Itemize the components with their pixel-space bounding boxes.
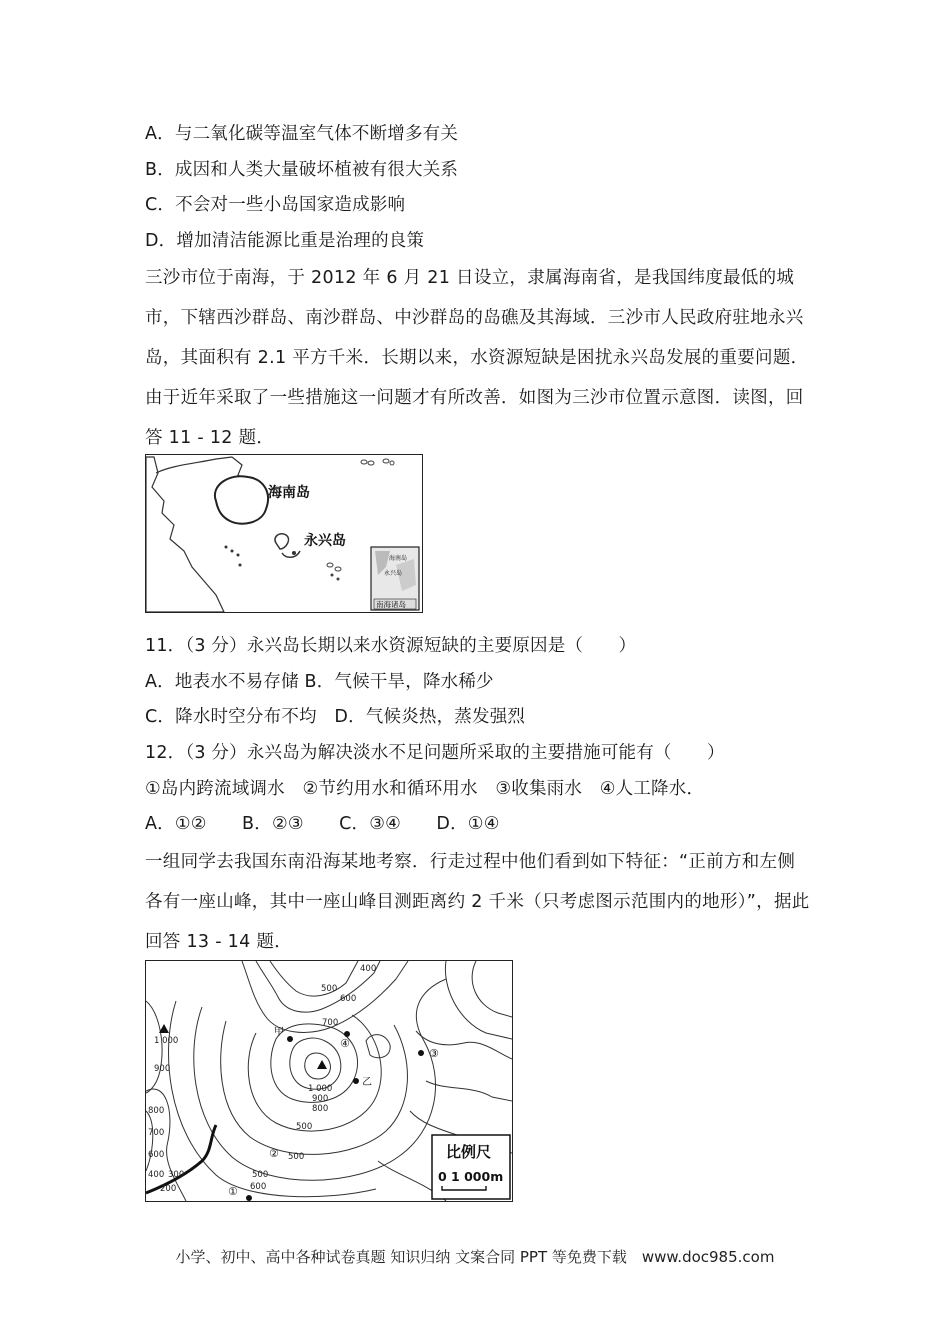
label-marker-1: ① (228, 1185, 238, 1198)
point-yi (353, 1078, 359, 1084)
hainan-island (215, 476, 268, 523)
south-china-sea-inset (371, 547, 419, 610)
yongxing-island (275, 534, 289, 549)
label-jia: 甲 (274, 1027, 284, 1038)
passage-sansha: 三沙市位于南海，于 2012 年 6 月 21 日设立，隶属海南省，是我国纬度最低的城市，下辖西沙群岛、南沙群岛、中沙群岛的岛礁及其海域．三沙市人民政府驻地永兴岛，其面积有 2.1 平方千米．长期以来，水资源短缺是困扰永兴岛发展的重要问题．由于近年采取了一些措施这一问题才有所改善．如图为三沙市位置示意图．读图，回答 11 - 12 题． (145, 268, 809, 448)
q11-options-ab: A．地表水不易存储 B．气候干旱，降水稀少 (145, 672, 494, 692)
svg-text:1 000: 1 000 (308, 1084, 333, 1094)
q12-options: A．①② B．②③ C．③④ D．①④ (145, 814, 500, 834)
svg-text:比例尺: 比例尺 (446, 1143, 492, 1161)
svg-text:600: 600 (340, 994, 357, 1004)
mainland-coast (146, 457, 224, 612)
svg-text:700: 700 (322, 1018, 339, 1028)
q12-choices: ①岛内跨流域调水 ②节约用水和循环用水 ③收集雨水 ④人工降水． (145, 779, 705, 799)
svg-text:900: 900 (312, 1094, 329, 1104)
svg-text:200: 200 (160, 1184, 177, 1194)
svg-text:300: 300 (168, 1170, 185, 1180)
svg-text:永兴岛: 永兴岛 (384, 570, 403, 577)
svg-text:400: 400 (360, 964, 377, 974)
svg-text:0 1 000m: 0 1 000m (438, 1169, 504, 1184)
q11-options-cd: C．降水时空分布不均 D．气候炎热，蒸发强烈 (145, 707, 526, 727)
svg-text:700: 700 (148, 1128, 165, 1138)
label-marker-2: ② (269, 1147, 279, 1160)
point-jia (287, 1036, 293, 1042)
page-footer: 小学、初中、高中各种试卷真题 知识归纳 文案合同 PPT 等免费下载 www.doc985.com (175, 1248, 775, 1266)
q11-stem: 11．（3 分）永兴岛长期以来水资源短缺的主要原因是（ ） (145, 636, 637, 656)
svg-text:500: 500 (288, 1152, 305, 1162)
inset-caption: 南海诸岛 (376, 600, 406, 609)
point-1 (246, 1195, 252, 1201)
svg-text:600: 600 (250, 1182, 267, 1192)
svg-text:500: 500 (321, 984, 338, 994)
q12-stem: 12．（3 分）永兴岛为解决淡水不足问题所采取的主要措施可能有（ ） (145, 743, 725, 763)
contour-map (145, 960, 513, 1202)
svg-text:800: 800 (312, 1104, 329, 1114)
svg-text:500: 500 (296, 1122, 313, 1132)
yongxing-label: 永兴岛 (304, 533, 346, 549)
scale-bar (432, 1135, 510, 1199)
svg-text:500: 500 (252, 1170, 269, 1180)
passage-field-trip: 一组同学去我国东南沿海某地考察．行走过程中他们看到如下特征：“正前方和左侧各有一座山峰，其中一座山峰目测距离约 2 千米（只考虑图示范围内的地形）”，据此回答 13 - 14 题． (145, 852, 810, 952)
svg-text:900: 900 (154, 1064, 171, 1074)
hainan-label: 海南岛 (268, 485, 310, 501)
label-yi: 乙 (362, 1077, 372, 1088)
svg-text:1 000: 1 000 (154, 1036, 179, 1046)
sansha-location-map (145, 454, 423, 613)
point-3 (418, 1050, 424, 1056)
label-marker-3: ③ (429, 1047, 439, 1060)
svg-text:海南岛: 海南岛 (389, 555, 408, 562)
q10-option-b: B．成因和人类大量破坏植被有很大关系 (145, 160, 459, 180)
q10-option-a: A．与二氧化碳等温室气体不断增多有关 (145, 124, 459, 144)
svg-text:400: 400 (148, 1170, 165, 1180)
q10-option-d: D．增加清洁能源比重是治理的良策 (145, 231, 425, 251)
svg-text:600: 600 (148, 1150, 165, 1160)
svg-text:800: 800 (148, 1106, 165, 1116)
peak-west-icon (159, 1024, 169, 1033)
label-marker-4: ④ (340, 1037, 350, 1050)
peak-center-icon (317, 1060, 327, 1069)
q10-option-c: C．不会对一些小岛国家造成影响 (145, 195, 406, 215)
